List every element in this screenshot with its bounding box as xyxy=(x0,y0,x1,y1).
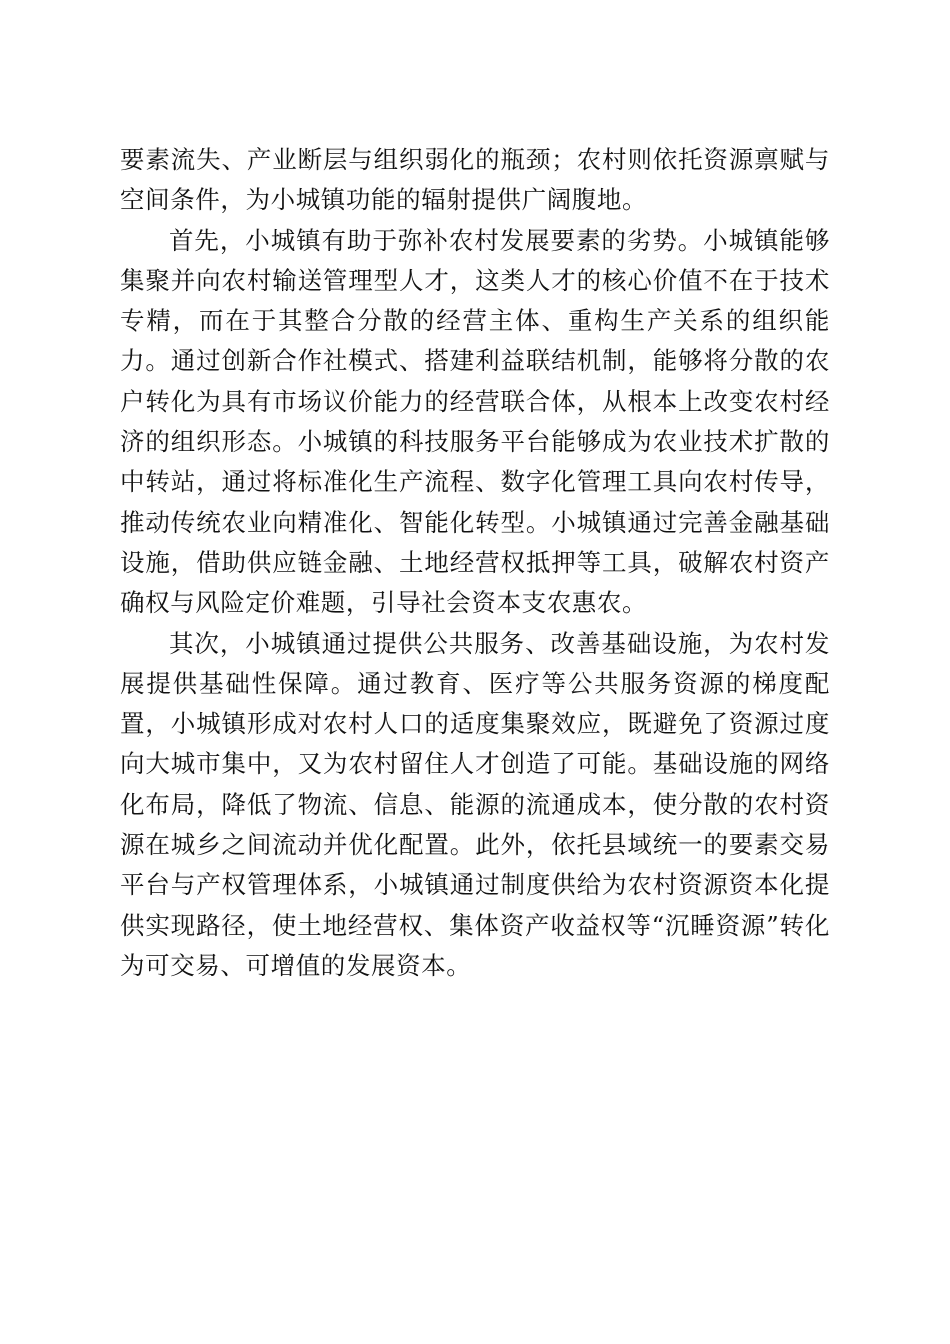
paragraph-continuation: 要素流失、产业断层与组织弱化的瓶颈；农村则依托资源禀赋与空间条件，为小城镇功能的辐射提供广阔腹地。 xyxy=(120,145,830,215)
paragraph-second: 其次，小城镇通过提供公共服务、改善基础设施，为农村发展提供基础性保障。通过教育、医疗等公共服务资源的梯度配置，小城镇形成对农村人口的适度集聚效应，既避免了资源过度向大城市集中，又为农村留住人才创造了可能。基础设施的网络化布局，降低了物流、信息、能源的流通成本，使分散的农村资源在城乡之间流动并优化配置。此外，依托县域统一的要素交易平台与产权管理体系，小城镇通过制度供给为农村资源资本化提供实现路径，使土地经营权、集体资产收益权等“沉睡资源”转化为可交易、可增值的发展资本。 xyxy=(120,628,830,980)
paragraph-first: 首先，小城镇有助于弥补农村发展要素的劣势。小城镇能够集聚并向农村输送管理型人才，这类人才的核心价值不在于技术专精，而在于其整合分散的经营主体、重构生产关系的组织能力。通过创新合作社模式、搭建利益联结机制，能够将分散的农户转化为具有市场议价能力的经营联合体，从根本上改变农村经济的组织形态。小城镇的科技服务平台能够成为农业技术扩散的中转站，通过将标准化生产流程、数字化管理工具向农村传导，推动传统农业向精准化、智能化转型。小城镇通过完善金融基础设施，借助供应链金融、土地经营权抵押等工具，破解农村资产确权与风险定价难题，引导社会资本支农惠农。 xyxy=(120,225,830,618)
document-body xyxy=(120,140,830,986)
